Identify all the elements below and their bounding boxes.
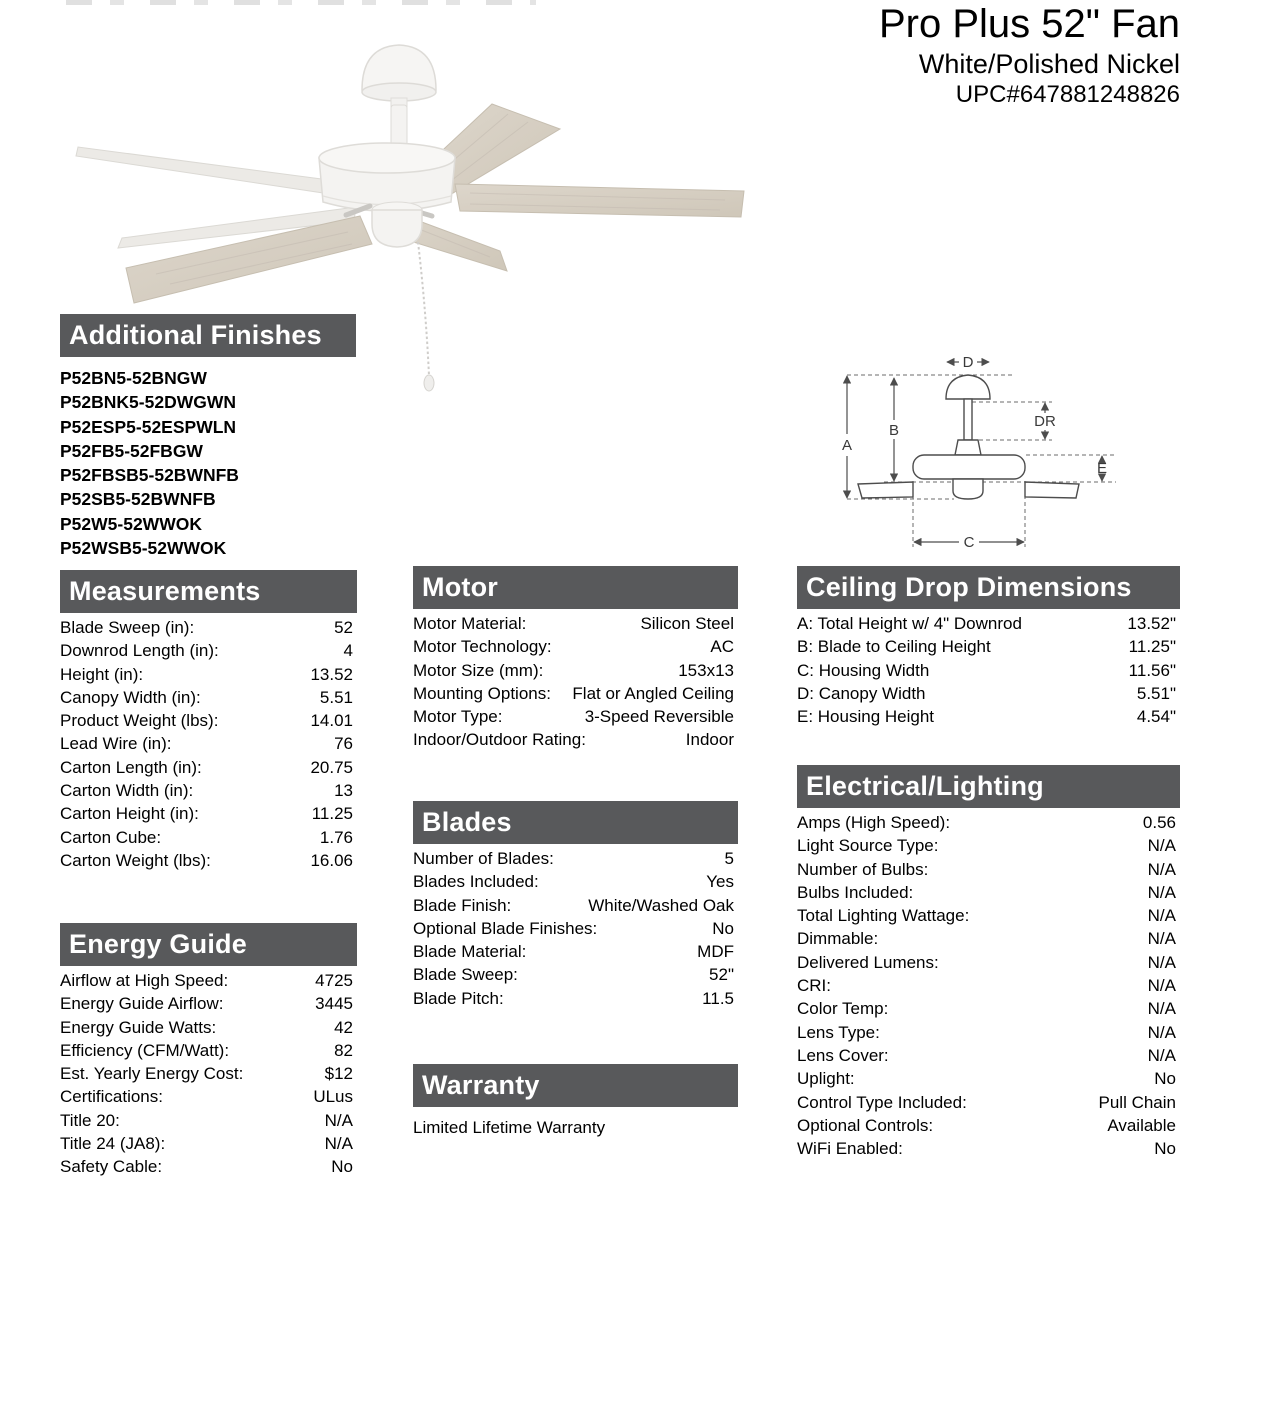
spec-value: Indoor (685, 730, 734, 750)
spec-row (413, 728, 734, 751)
section-header-additional-finishes: Additional Finishes (60, 314, 356, 357)
spec-label: B: Blade to Ceiling Height (797, 637, 991, 657)
spec-label: Lens Type: (797, 1022, 880, 1042)
spec-value: 4.54" (1136, 707, 1176, 727)
section-warranty (413, 1064, 738, 1138)
motor-rows (413, 612, 738, 752)
spec-value: 0.56 (1142, 813, 1176, 832)
section-header-ceiling-drop: Ceiling Drop Dimensions (797, 566, 1180, 609)
spec-row (797, 834, 1176, 857)
spec-label: Certifications: (60, 1087, 163, 1107)
section-header-electrical: Electrical/Lighting (797, 765, 1180, 808)
spec-label: Energy Guide Airflow: (60, 994, 224, 1014)
spec-value: 11.5 (702, 988, 734, 1008)
spec-row (413, 659, 734, 682)
spec-label: Optional Controls: (797, 1115, 934, 1135)
spec-value: 13.52" (1127, 614, 1176, 633)
spec-row (797, 974, 1176, 997)
spec-row (797, 951, 1176, 974)
spec-label: Motor Size (mm): (413, 660, 544, 680)
spec-value: 5 (724, 849, 734, 868)
spec-label: WiFi Enabled: (797, 1139, 903, 1159)
spec-row (413, 963, 734, 986)
spec-row (60, 992, 353, 1015)
section-electrical-lighting (797, 765, 1180, 1160)
spec-row (797, 635, 1176, 658)
spec-value: AC (710, 637, 734, 657)
spec-row (413, 987, 734, 1010)
product-title: Pro Plus 52" Fan (878, 2, 1180, 46)
spec-value: No (331, 1157, 353, 1177)
spec-value: Pull Chain (1098, 1092, 1176, 1112)
spec-label: Blade Sweep: (413, 965, 518, 985)
spec-value: N/A (1147, 976, 1176, 996)
spec-value: Silicon Steel (640, 614, 734, 633)
spec-row (413, 705, 734, 728)
section-header-blades: Blades (413, 801, 738, 844)
spec-label: Number of Bulbs: (797, 859, 929, 879)
spec-row (797, 1137, 1176, 1160)
spec-label: Number of Blades: (413, 849, 554, 868)
spec-row (797, 881, 1176, 904)
spec-value: No (1154, 1139, 1176, 1159)
spec-value: No (712, 918, 734, 938)
spec-value: 11.56" (1128, 660, 1176, 680)
spec-value: No (1154, 1069, 1176, 1089)
spec-row (60, 709, 353, 732)
spec-value: 11.25 (311, 804, 353, 824)
spec-row (797, 1021, 1176, 1044)
spec-label: Lens Cover: (797, 1045, 889, 1065)
spec-label: Carton Weight (lbs): (60, 850, 211, 870)
spec-value: 4725 (315, 971, 353, 990)
spec-row (797, 1067, 1176, 1090)
spec-value: Yes (706, 872, 734, 892)
spec-label: Motor Type: (413, 707, 503, 727)
finish-item: P52ESP5-52ESPWLN (60, 416, 237, 437)
spec-value: 42 (334, 1017, 353, 1037)
spec-row (60, 802, 353, 825)
spec-label: Energy Guide Watts: (60, 1017, 217, 1037)
spec-label: Mounting Options: (413, 683, 551, 703)
fan-pull-chain (418, 242, 434, 391)
spec-label: Airflow at High Speed: (60, 971, 229, 990)
spec-label: Motor Material: (413, 614, 527, 633)
section-energy-guide (60, 923, 357, 1179)
diagram-label-a: A (841, 437, 853, 454)
fan-switch-cup (372, 202, 422, 247)
spec-row (60, 1109, 353, 1132)
diagram-label-c: C (963, 534, 975, 551)
section-header-measurements: Measurements (60, 570, 357, 613)
spec-value: 76 (334, 734, 353, 754)
spec-label: Blade Sweep (in): (60, 618, 195, 637)
spec-value: N/A (1147, 882, 1176, 902)
spec-value: 3-Speed Reversible (584, 707, 734, 727)
spec-row (60, 1085, 353, 1108)
cropped-header-text-artifact (66, 0, 536, 5)
spec-label: Total Lighting Wattage: (797, 906, 970, 926)
spec-value: 52 (334, 618, 353, 637)
spec-label: Est. Yearly Energy Cost: (60, 1064, 244, 1084)
spec-value: N/A (324, 1134, 353, 1154)
spec-label: Amps (High Speed): (797, 813, 951, 832)
spec-row (413, 870, 734, 893)
spec-label: Carton Length (in): (60, 757, 202, 777)
spec-row (413, 682, 734, 705)
spec-label: Uplight: (797, 1069, 855, 1089)
diagram-label-dr: DR (1034, 413, 1056, 430)
spec-row (413, 917, 734, 940)
finish-item: P52BNK5-52DWGWN (60, 392, 236, 413)
spec-label: Height (in): (60, 664, 144, 684)
spec-row (797, 927, 1176, 950)
spec-value: N/A (1147, 836, 1176, 856)
spec-label: Delivered Lumens: (797, 952, 939, 972)
finish-item: P52SB5-52BWNFB (60, 489, 216, 510)
spec-row (413, 635, 734, 658)
section-motor (413, 566, 738, 752)
spec-label: Motor Technology: (413, 637, 552, 657)
spec-label: Lead Wire (in): (60, 734, 172, 754)
spec-row (60, 732, 353, 755)
spec-label: Indoor/Outdoor Rating: (413, 730, 586, 750)
spec-row (60, 1016, 353, 1039)
spec-row (413, 847, 734, 870)
spec-value: 52" (709, 965, 734, 985)
spec-label: Blade Material: (413, 942, 527, 962)
spec-label: Bulbs Included: (797, 882, 914, 902)
spec-row (797, 612, 1176, 635)
spec-value: N/A (1147, 952, 1176, 972)
spec-row (797, 659, 1176, 682)
product-finish: White/Polished Nickel (918, 49, 1180, 79)
spec-value: 153x13 (678, 660, 734, 680)
spec-label: Efficiency (CFM/Watt): (60, 1040, 230, 1060)
spec-value: 13.52 (310, 664, 353, 684)
section-ceiling-drop-dimensions (797, 566, 1180, 728)
spec-row (60, 686, 353, 709)
section-measurements (60, 570, 357, 872)
spec-value: N/A (1147, 999, 1176, 1019)
spec-value: 11.25" (1128, 637, 1176, 657)
spec-value: 16.06 (310, 850, 353, 870)
spec-label: Carton Height (in): (60, 804, 199, 824)
spec-label: Title 24 (JA8): (60, 1134, 166, 1154)
spec-value: 20.75 (310, 757, 353, 777)
fan-motor-housing (319, 143, 455, 211)
section-additional-finishes (60, 314, 356, 560)
finish-item: P52BN5-52BNGW (60, 368, 207, 388)
spec-value: N/A (1147, 1022, 1176, 1042)
spec-value: 4 (343, 641, 353, 661)
spec-label: C: Housing Width (797, 660, 930, 680)
spec-value: N/A (324, 1110, 353, 1130)
spec-value: Flat or Angled Ceiling (572, 683, 734, 703)
spec-value: ULus (313, 1087, 353, 1107)
spec-label: Blades Included: (413, 872, 539, 892)
ceiling-drop-diagram (828, 350, 1158, 560)
section-header-warranty: Warranty (413, 1064, 738, 1107)
spec-value: 5.51" (1136, 683, 1176, 703)
spec-row (797, 811, 1176, 834)
spec-row (60, 969, 353, 992)
spec-row (60, 826, 353, 849)
spec-row (797, 858, 1176, 881)
spec-row (60, 1062, 353, 1085)
finish-item: P52W5-52WWOK (60, 513, 202, 534)
measurements-rows (60, 616, 357, 872)
spec-value: Available (1107, 1115, 1176, 1135)
spec-value: MDF (697, 942, 734, 962)
spec-label: Downrod Length (in): (60, 641, 219, 661)
spec-row (797, 1114, 1176, 1137)
spec-label: Safety Cable: (60, 1157, 163, 1177)
spec-value: 1.76 (319, 827, 353, 847)
spec-label: E: Housing Height (797, 707, 935, 727)
spec-row (413, 894, 734, 917)
ceiling-drop-rows (797, 612, 1180, 728)
spec-label: Blade Pitch: (413, 988, 504, 1008)
product-title-block (879, 0, 1180, 110)
spec-row (797, 1044, 1176, 1067)
spec-value: 13 (334, 781, 353, 801)
spec-label: Dimmable: (797, 929, 879, 949)
spec-value: N/A (1147, 906, 1176, 926)
finish-item: P52FB5-52FBGW (60, 440, 203, 461)
spec-value: 3445 (315, 994, 353, 1014)
spec-label: Carton Cube: (60, 827, 162, 847)
section-blades (413, 801, 738, 1010)
product-upc: UPC#647881248826 (955, 81, 1180, 108)
spec-label: Title 20: (60, 1110, 120, 1130)
spec-label: Blade Finish: (413, 895, 512, 915)
spec-row (60, 849, 353, 872)
spec-row (60, 1155, 353, 1178)
spec-label: D: Canopy Width (797, 683, 926, 703)
spec-label: Light Source Type: (797, 836, 939, 856)
spec-row (797, 705, 1176, 728)
electrical-rows (797, 811, 1180, 1160)
spec-label: Product Weight (lbs): (60, 711, 219, 731)
diagram-label-e: E (1096, 460, 1108, 477)
spec-label: Color Temp: (797, 999, 889, 1019)
spec-value: 5.51 (319, 687, 353, 707)
spec-row (797, 997, 1176, 1020)
spec-row (413, 612, 734, 635)
diagram-label-b: B (888, 422, 900, 439)
spec-value: 82 (334, 1040, 353, 1060)
finish-item: P52WSB5-52WWOK (60, 538, 227, 559)
fan-canopy (362, 45, 436, 107)
spec-row (60, 756, 353, 779)
warranty-text: Limited Lifetime Warranty (413, 1118, 606, 1137)
energy-guide-rows (60, 969, 357, 1179)
spec-value: White/Washed Oak (588, 895, 734, 915)
diagram-label-d: D (962, 354, 974, 371)
spec-label: CRI: (797, 976, 831, 996)
spec-row (60, 779, 353, 802)
spec-label: Optional Blade Finishes: (413, 918, 598, 938)
blades-rows (413, 847, 738, 1010)
spec-value: 14.01 (310, 711, 353, 731)
spec-row (60, 1039, 353, 1062)
spec-value: N/A (1147, 929, 1176, 949)
spec-label: Canopy Width (in): (60, 687, 201, 707)
spec-row (797, 1091, 1176, 1114)
spec-row (797, 682, 1176, 705)
spec-value: N/A (1147, 859, 1176, 879)
spec-row (413, 940, 734, 963)
spec-label: A: Total Height w/ 4" Downrod (797, 614, 1022, 633)
spec-label: Carton Width (in): (60, 781, 194, 801)
section-header-motor: Motor (413, 566, 738, 609)
spec-row (797, 904, 1176, 927)
spec-row (60, 1132, 353, 1155)
spec-value: $12 (324, 1064, 353, 1084)
finish-list (60, 366, 356, 560)
section-header-energy-guide: Energy Guide (60, 923, 357, 966)
finish-item: P52FBSB5-52BWNFB (60, 465, 239, 486)
spec-row (60, 616, 353, 639)
spec-row (60, 639, 353, 662)
spec-value: N/A (1147, 1045, 1176, 1065)
spec-label: Control Type Included: (797, 1092, 967, 1112)
spec-row (60, 663, 353, 686)
